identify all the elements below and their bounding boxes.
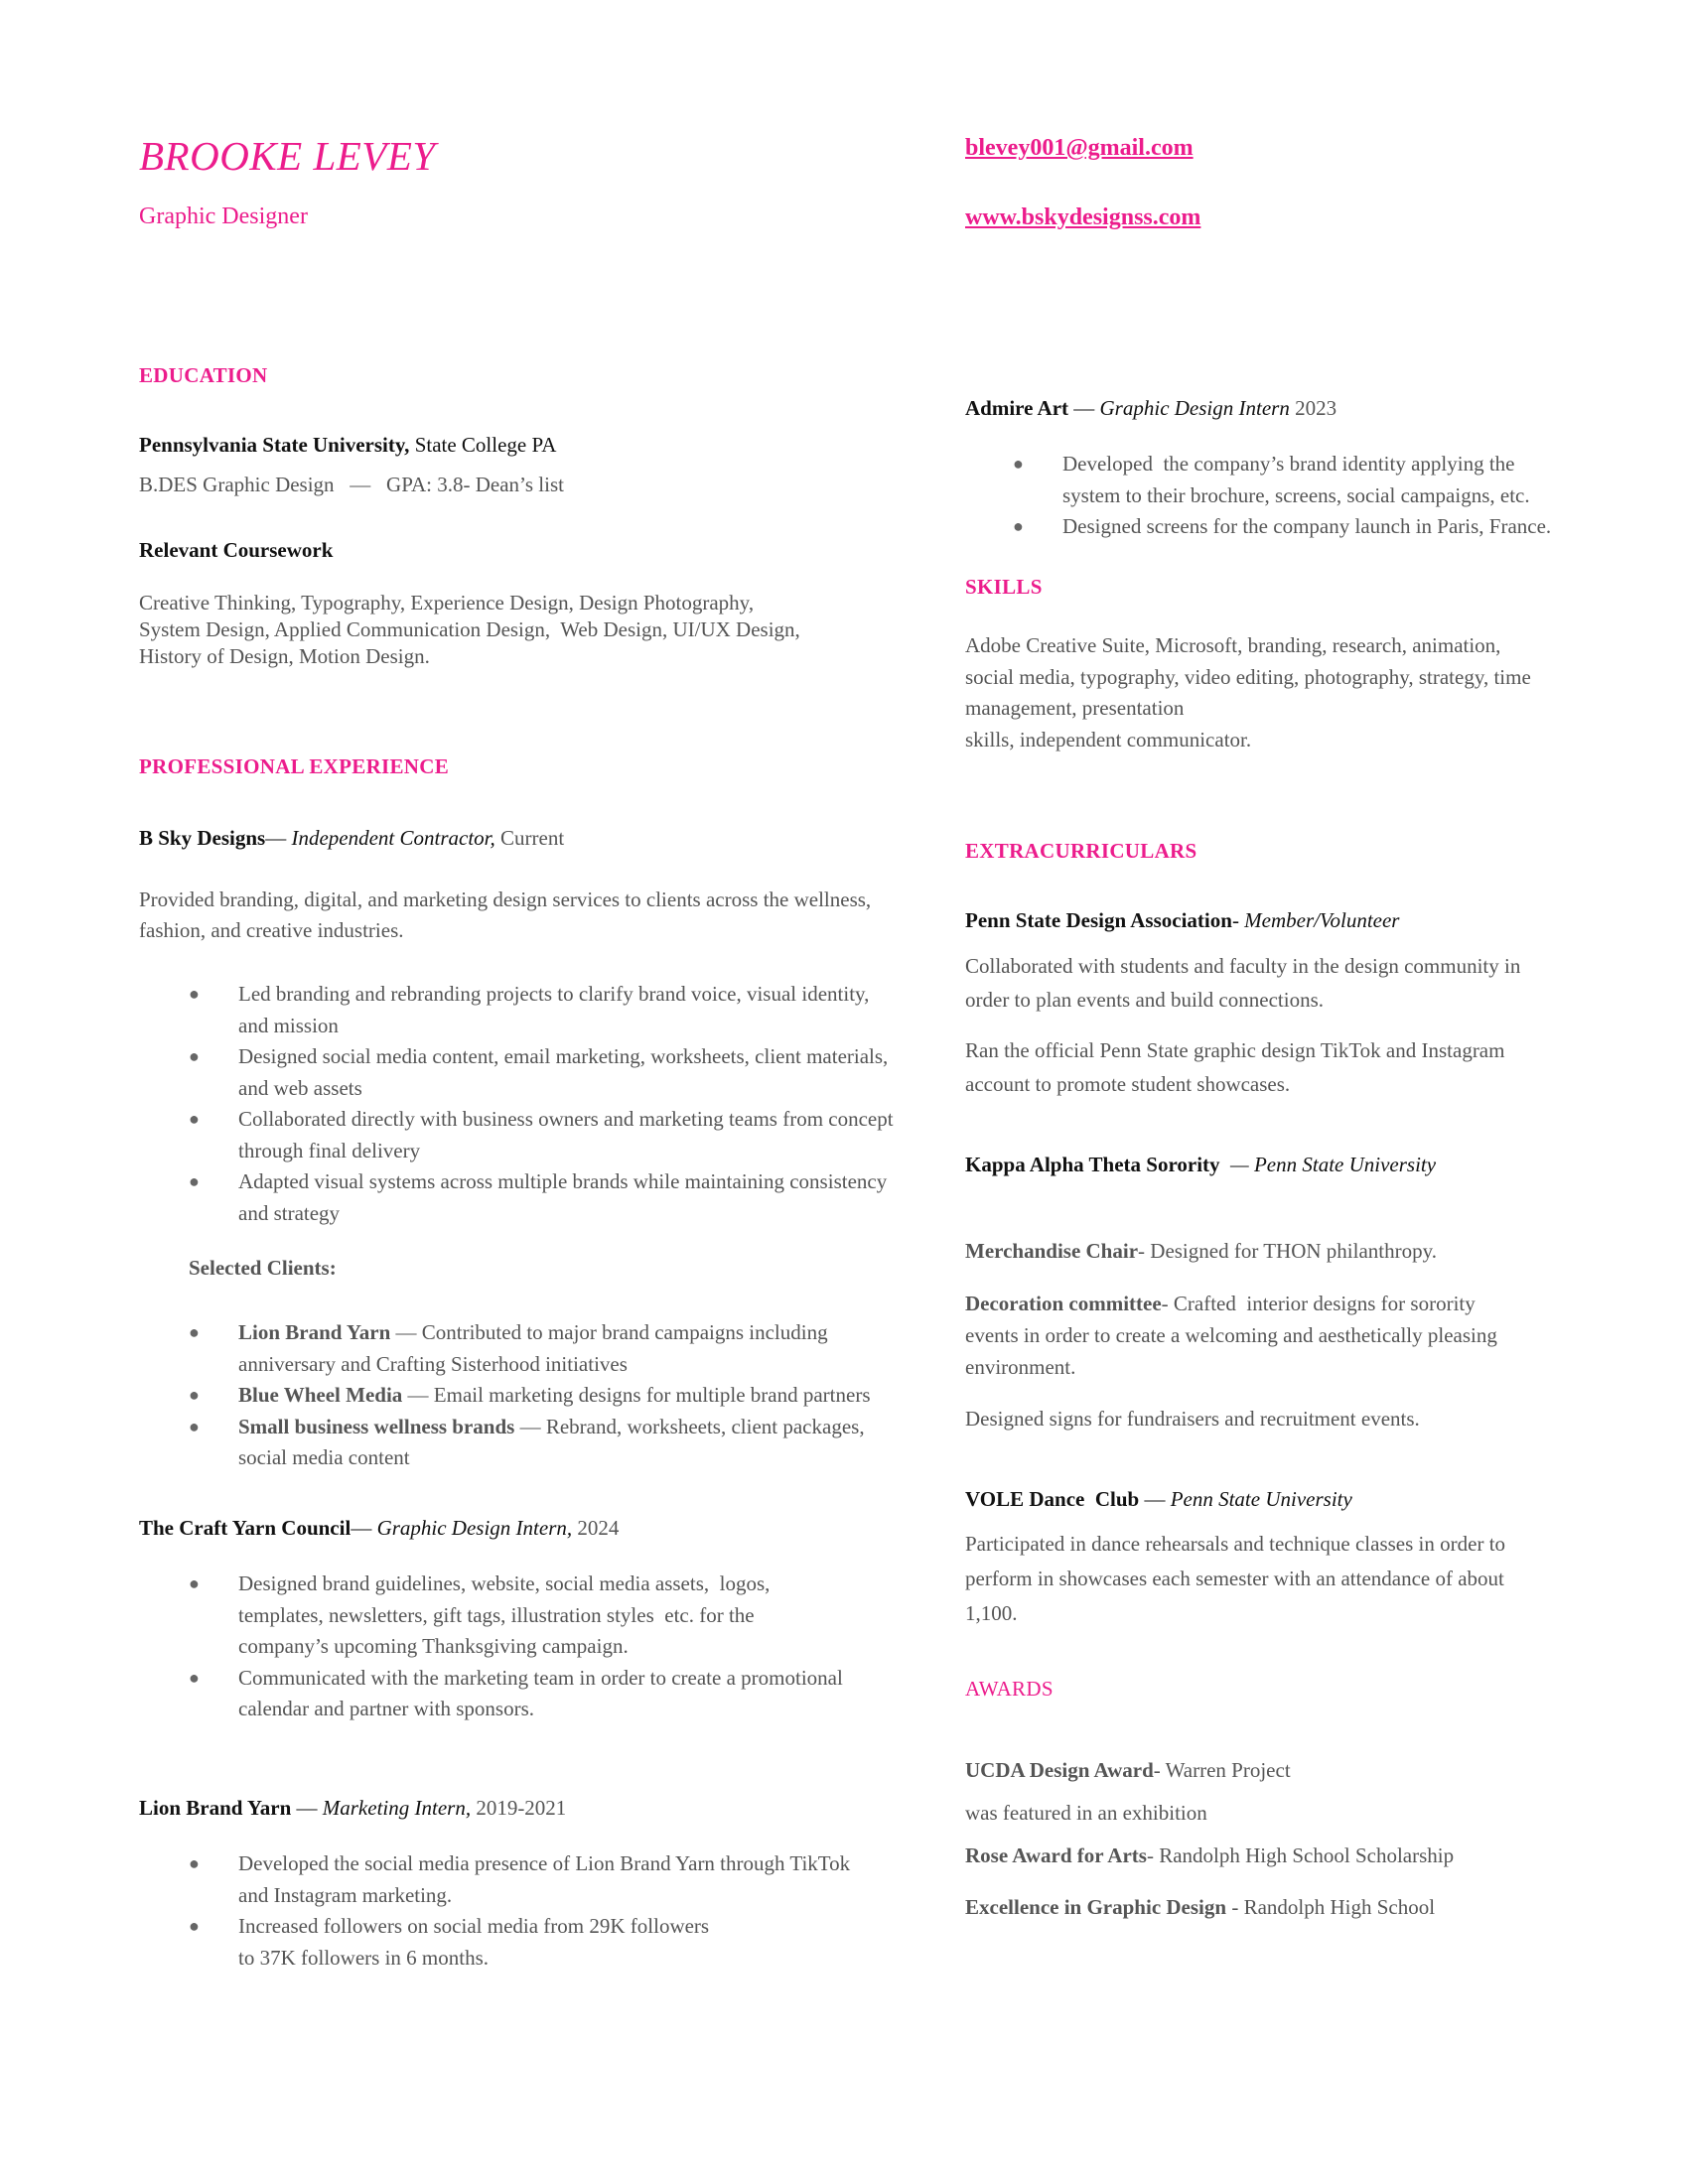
list-item — [1013, 449, 1658, 511]
kappa-deco-title: Decoration committee — [965, 1292, 1162, 1315]
skills-line: skills, independent communicator. — [965, 727, 1252, 751]
bullet-icon: ● — [189, 1385, 200, 1405]
kappa-merch — [965, 1238, 1437, 1265]
experience-heading: PROFESSIONAL EXPERIENCE — [139, 754, 450, 778]
award-desc: - Randolph High School — [1226, 1895, 1436, 1919]
extracurriculars-heading: EXTRACURRICULARS — [965, 839, 1197, 863]
text-line: Participated in dance rehearsals and technique classes in order to — [965, 1532, 1506, 1556]
bullet-icon: ● — [189, 1667, 200, 1688]
kappa-signs: Designed signs for fundraisers and recruitment events. — [965, 1407, 1420, 1431]
bullet-icon: ● — [189, 1171, 200, 1191]
coursework-line: History of Design, Motion Design. — [139, 644, 430, 668]
coursework-line: System Design, Applied Communication Design, Web Design, UI/UX Design, — [139, 617, 800, 641]
award-title: UCDA Design Award — [965, 1758, 1154, 1782]
award-title: Rose Award for Arts — [965, 1843, 1147, 1867]
bullet-line: Developed the company’s brand identity applying the — [1062, 452, 1515, 476]
client-name: Blue Wheel Media — [238, 1383, 403, 1407]
education-heading: EDUCATION — [139, 363, 268, 387]
award-item — [965, 1843, 1454, 1869]
job-title: Marketing Intern, — [322, 1796, 472, 1820]
client-desc: social media content — [238, 1445, 410, 1469]
job-craft-bullets — [189, 1569, 943, 1725]
award-desc: - Warren Project — [1153, 1758, 1291, 1782]
bullet-line: and mission — [238, 1013, 339, 1037]
text-line: order to plan events and build connections. — [965, 988, 1324, 1012]
award-desc: was featured in an exhibition — [965, 1801, 1207, 1825]
skills-line: Adobe Creative Suite, Microsoft, branding, research, animation, — [965, 633, 1501, 657]
award-item — [965, 1800, 1207, 1827]
clients-heading: Selected Clients: — [189, 1256, 337, 1280]
bullet-icon: ● — [189, 1046, 200, 1066]
job-admire-bullets — [1013, 449, 1658, 543]
bullet-line: Designed brand guidelines, website, social media assets, logos, — [238, 1571, 771, 1595]
list-item — [189, 1041, 943, 1104]
job-when: Current — [494, 826, 565, 850]
bullet-line: calendar and partner with sponsors. — [238, 1697, 534, 1720]
kappa-header — [965, 1152, 1436, 1178]
vole-text — [965, 1527, 1505, 1631]
bullet-icon: ● — [189, 984, 200, 1004]
bullet-line: Led branding and rebranding projects to clarify brand voice, visual identity, — [238, 982, 870, 1006]
education-degree: B.DES Graphic Design — GPA: 3.8- Dean’s list — [139, 473, 564, 496]
bullet-icon: ● — [189, 1416, 200, 1436]
summary-line: fashion, and creative industries. — [139, 918, 404, 942]
list-item — [189, 1380, 943, 1412]
activity-name: Penn State Design Association — [965, 908, 1232, 932]
bullet-line: and Instagram marketing. — [238, 1882, 453, 1907]
applicant-role: Graphic Designer — [139, 204, 308, 229]
list-item — [189, 1911, 943, 1974]
bullet-line: Designed social media content, email marketing, worksheets, client materials, — [238, 1044, 889, 1068]
award-item — [965, 1757, 1291, 1784]
list-item — [189, 1663, 943, 1725]
coursework-line: Creative Thinking, Typography, Experience Design, Design Photography, — [139, 591, 755, 614]
bullet-icon: ● — [1013, 454, 1024, 474]
job-bsky-header — [139, 825, 564, 852]
text-line: Ran the official Penn State graphic design TikTok and Instagram — [965, 1038, 1505, 1062]
client-desc: — Contributed to major brand campaigns including — [390, 1320, 828, 1344]
list-item — [1013, 511, 1658, 543]
bullet-line: Communicated with the marketing team in order to create a promotional — [238, 1665, 843, 1690]
kappa-deco-desc: - Crafted interior designs for sorority — [1161, 1292, 1476, 1315]
summary-line: Provided branding, digital, and marketing design services to clients across the wellness, — [139, 887, 872, 911]
job-sep: — — [265, 826, 292, 850]
bullet-line: company’s upcoming Thanksgiving campaign. — [238, 1634, 629, 1658]
psda-header — [965, 907, 1399, 934]
bullet-icon: ● — [189, 1109, 200, 1129]
job-company: The Craft Yarn Council — [139, 1516, 352, 1540]
applicant-name: BROOKE LEVEY — [139, 133, 436, 179]
bullet-line: Collaborated directly with business owners and marketing teams from concept — [238, 1107, 894, 1131]
activity-role: - Member/Volunteer — [1231, 908, 1400, 932]
education-school — [139, 432, 556, 459]
psda-p1 — [965, 949, 1520, 1017]
bullet-line: Developed the social media presence of Lion Brand Yarn through TikTok — [238, 1851, 851, 1875]
skills-line: social media, typography, video editing, photography, strategy, time — [965, 664, 1531, 689]
job-sep: — — [1068, 396, 1100, 420]
job-craft-header — [139, 1515, 619, 1542]
bullet-icon: ● — [1013, 516, 1024, 536]
list-item — [189, 1104, 943, 1166]
job-lion-bullets — [189, 1848, 943, 1974]
job-sep: — — [351, 1516, 377, 1540]
list-item — [189, 1412, 943, 1474]
coursework-heading: Relevant Coursework — [139, 538, 334, 562]
activity-role: — Penn State University — [1219, 1153, 1437, 1176]
job-bsky-summary — [139, 885, 871, 946]
activity-name: Kappa Alpha Theta Sorority — [965, 1153, 1220, 1176]
list-item — [189, 979, 943, 1041]
job-company: Lion Brand Yarn — [139, 1796, 292, 1820]
bullet-line: Increased followers on social media from 29K followers — [238, 1914, 710, 1938]
activity-sep: — — [1139, 1487, 1171, 1511]
kappa-deco — [965, 1288, 1497, 1383]
kappa-merch-title: Merchandise Chair — [965, 1239, 1139, 1263]
job-bsky-bullets — [189, 979, 943, 1229]
list-item — [189, 1317, 943, 1380]
psda-p2 — [965, 1033, 1504, 1101]
text-line: events in order to create a welcoming and aesthetically pleasing — [965, 1323, 1497, 1347]
bullet-line: Adapted visual systems across multiple brands while maintaining consistency — [238, 1169, 888, 1193]
skills-line: management, presentation — [965, 696, 1185, 720]
client-desc: — Rebrand, worksheets, client packages, — [514, 1414, 865, 1438]
bullet-line: Designed screens for the company launch in Paris, France. — [1062, 514, 1552, 538]
job-when: 2019-2021 — [471, 1796, 567, 1820]
job-title: Graphic Design Intern, — [376, 1516, 573, 1540]
job-admire-header — [965, 395, 1336, 422]
skills-heading: SKILLS — [965, 575, 1043, 599]
job-company: Admire Art — [965, 396, 1069, 420]
client-name: Lion Brand Yarn — [238, 1320, 391, 1344]
client-desc: anniversary and Crafting Sisterhood initiatives — [238, 1351, 628, 1376]
bullet-icon: ● — [189, 1322, 200, 1342]
job-title: Independent Contractor, — [291, 826, 495, 850]
text-line: 1,100. — [965, 1601, 1018, 1625]
bullet-line: through final delivery — [238, 1138, 421, 1162]
list-item — [189, 1569, 943, 1663]
bullet-line: to 37K followers in 6 months. — [238, 1945, 489, 1970]
job-lion-header — [139, 1795, 566, 1822]
award-title: Excellence in Graphic Design — [965, 1895, 1227, 1919]
text-line: Collaborated with students and faculty in the design community in — [965, 954, 1521, 978]
email-link[interactable]: blevey001@gmail.com — [965, 135, 1194, 161]
clients-list — [189, 1317, 943, 1474]
awards-heading: AWARDS — [965, 1677, 1054, 1701]
text-line: environment. — [965, 1355, 1076, 1379]
list-item — [189, 1166, 943, 1229]
bullet-line: system to their brochure, screens, social campaigns, etc. — [1062, 482, 1530, 507]
bullet-icon: ● — [189, 1853, 200, 1873]
client-name: Small business wellness brands — [238, 1414, 515, 1438]
coursework-text — [139, 590, 800, 670]
job-when: 2023 — [1289, 396, 1337, 420]
bullet-icon: ● — [189, 1916, 200, 1936]
website-link[interactable]: www.bskydesignss.com — [965, 205, 1201, 230]
school-location: State College PA — [409, 433, 557, 457]
activity-role: Penn State University — [1170, 1487, 1352, 1511]
job-when: 2024 — [572, 1516, 620, 1540]
bullet-line: templates, newsletters, gift tags, illustration styles etc. for the — [238, 1602, 755, 1627]
job-sep: — — [291, 1796, 323, 1820]
bullet-line: and strategy — [238, 1200, 341, 1225]
kappa-merch-desc: - Designed for THON philanthropy. — [1138, 1239, 1437, 1263]
text-line: perform in showcases each semester with an attendance of about — [965, 1567, 1504, 1590]
activity-name: VOLE Dance Club — [965, 1487, 1140, 1511]
skills-text — [965, 630, 1531, 755]
bullet-line: and web assets — [238, 1075, 362, 1100]
job-title: Graphic Design Intern — [1099, 396, 1290, 420]
bullet-icon: ● — [189, 1573, 200, 1593]
list-item — [189, 1848, 943, 1911]
award-desc: - Randolph High School Scholarship — [1146, 1843, 1455, 1867]
text-line: account to promote student showcases. — [965, 1072, 1291, 1096]
job-company: B Sky Designs — [139, 826, 266, 850]
school-name: Pennsylvania State University, — [139, 433, 410, 457]
client-desc: — Email marketing designs for multiple brand partners — [402, 1383, 871, 1407]
award-item — [965, 1894, 1435, 1921]
vole-header — [965, 1486, 1352, 1513]
